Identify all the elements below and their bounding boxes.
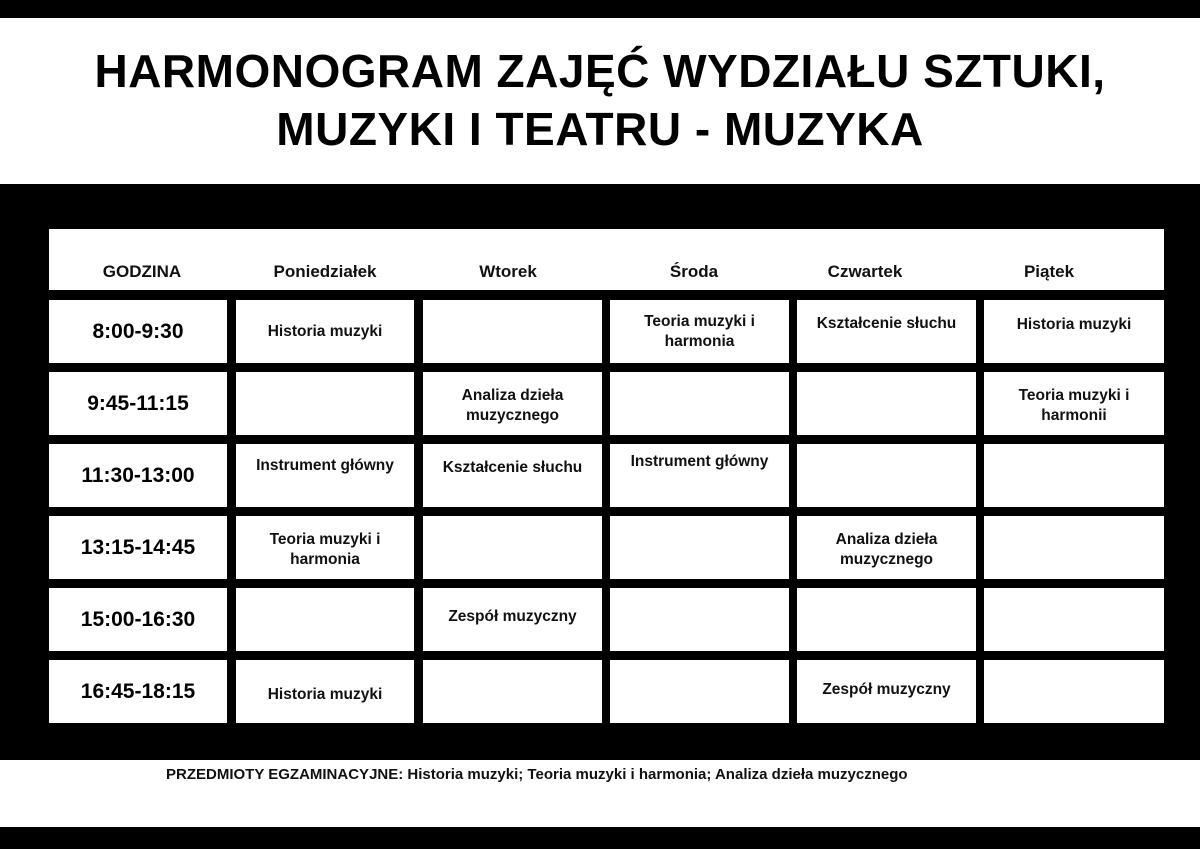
schedule-cell xyxy=(984,588,1164,651)
class-name: Kształcenie słuchu xyxy=(816,315,957,332)
class-name: Historia muzyki xyxy=(267,323,383,340)
time-slot: 13:15-14:45 xyxy=(49,516,227,579)
class-name: Historia muzyki xyxy=(267,686,383,703)
schedule-cell xyxy=(984,660,1164,723)
title-line-2: MUZYKI I TEATRU - MUZYKA xyxy=(276,103,924,155)
schedule-cell xyxy=(797,588,976,651)
class-name: Teoria muzyki i harmonia xyxy=(269,531,381,568)
schedule-cell xyxy=(236,300,414,363)
bottom-bar xyxy=(0,827,1200,849)
top-bar xyxy=(0,0,1200,18)
class-name: Zespół muzyczny xyxy=(448,608,577,625)
schedule-cell xyxy=(236,660,414,723)
time-slot: 11:30-13:00 xyxy=(49,444,227,507)
class-name: Analiza dzieła muzycznego xyxy=(461,387,564,424)
schedule-cell xyxy=(236,444,414,507)
schedule-cell xyxy=(610,300,789,363)
header-day-wed: Środa xyxy=(669,262,719,281)
class-name: Analiza dzieła muzycznego xyxy=(835,531,938,568)
schedule-cell xyxy=(797,444,976,507)
schedule-cell xyxy=(797,660,976,723)
schedule-cell xyxy=(610,444,789,507)
schedule-cell xyxy=(423,300,602,363)
schedule-cell xyxy=(236,588,414,651)
title-line-1: HARMONOGRAM ZAJĘĆ WYDZIAŁU SZTUKI, xyxy=(94,45,1106,97)
header-day-thu: Czwartek xyxy=(827,262,903,281)
schedule-header-row xyxy=(49,229,1164,290)
time-slot: 15:00-16:30 xyxy=(49,588,227,651)
class-name: Zespół muzyczny xyxy=(822,681,951,698)
class-name: Historia muzyki xyxy=(1016,316,1132,333)
class-name: Instrument główny xyxy=(630,453,769,470)
header-time: GODZINA xyxy=(102,262,182,281)
schedule-cell xyxy=(236,372,414,435)
schedule-cell xyxy=(984,372,1164,435)
header-day-mon: Poniedziałek xyxy=(273,262,377,281)
time-slot: 9:45-11:15 xyxy=(49,372,227,435)
schedule-cell xyxy=(984,300,1164,363)
class-name: Instrument główny xyxy=(256,457,394,474)
schedule-cell xyxy=(610,660,789,723)
schedule-cell xyxy=(797,516,976,579)
page-title xyxy=(0,42,1200,158)
class-name: Teoria muzyki i harmonia xyxy=(644,313,755,350)
schedule-cell xyxy=(610,516,789,579)
time-slot: 16:45-18:15 xyxy=(49,660,227,723)
schedule-cell xyxy=(610,372,789,435)
time-slot: 8:00-9:30 xyxy=(49,300,227,363)
exam-subjects-note: PRZEDMIOTY EGZAMINACYJNE: Historia muzyki; Teoria muzyki i harmonia; Analiza dzieła muzycznego xyxy=(166,766,908,783)
schedule-cell xyxy=(610,588,789,651)
schedule-cell xyxy=(423,516,602,579)
schedule-cell xyxy=(423,372,602,435)
header-day-fri: Piątek xyxy=(1023,262,1075,281)
header-day-tue: Wtorek xyxy=(479,262,537,281)
schedule-cell xyxy=(423,660,602,723)
schedule-cell xyxy=(984,516,1164,579)
schedule-cell xyxy=(984,444,1164,507)
class-name: Kształcenie słuchu xyxy=(442,459,583,476)
schedule-cell xyxy=(423,444,602,507)
schedule-cell xyxy=(423,588,602,651)
schedule-cell xyxy=(236,516,414,579)
schedule-cell xyxy=(797,300,976,363)
class-name: Teoria muzyki i harmonii xyxy=(1018,387,1130,424)
schedule-cell xyxy=(797,372,976,435)
